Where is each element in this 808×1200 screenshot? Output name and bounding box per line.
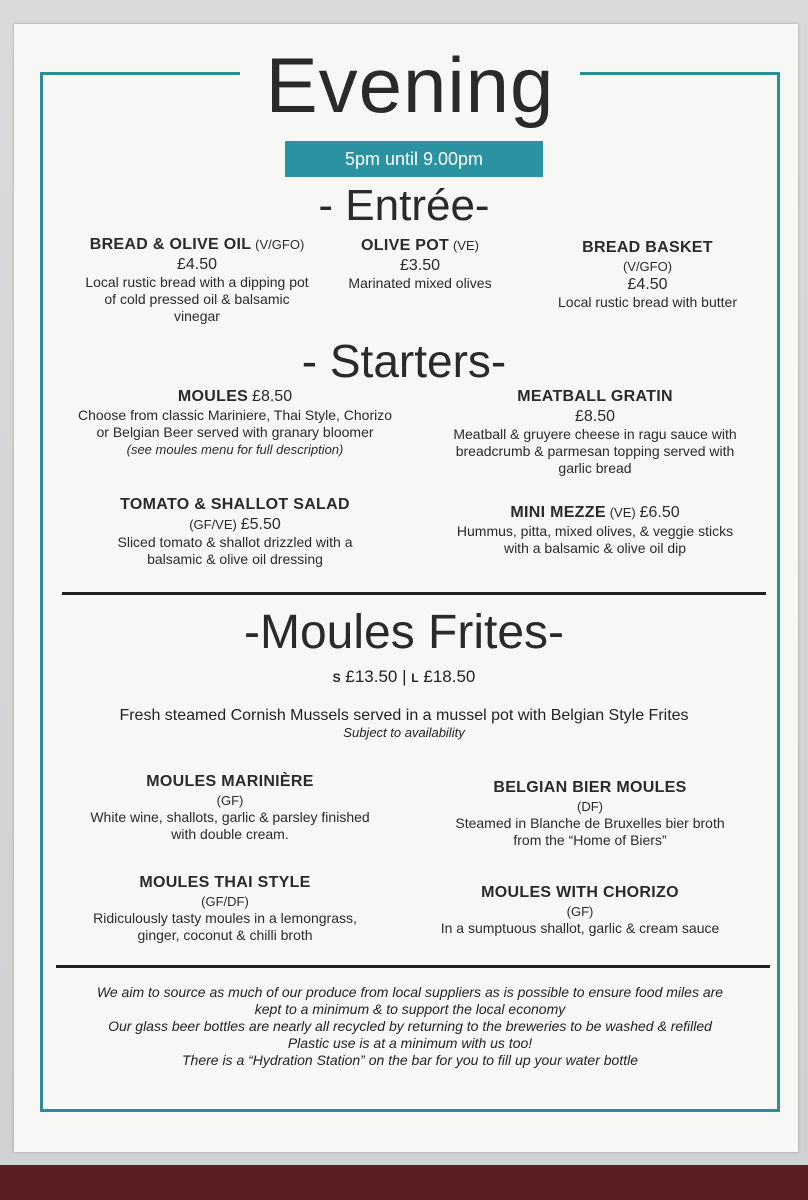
menu-item-bread-olive-oil — [62, 235, 332, 325]
moules-frites-availability: Subject to availability — [343, 725, 465, 740]
item-desc-line: from the “Home of Biers” — [513, 832, 667, 848]
footer-line: Plastic use is at a minimum with us too! — [287, 1035, 533, 1051]
menu-item-moules-thai-style — [70, 873, 380, 944]
item-price: £4.50 — [176, 256, 218, 273]
menu-item-meatball-gratin — [430, 387, 760, 477]
item-diet-tag: (GF/DF) — [201, 894, 249, 909]
price-separator: | — [402, 667, 407, 686]
footer-divider — [56, 965, 770, 968]
item-desc-line: Marinated mixed olives — [348, 275, 492, 291]
moules-frites-prices — [0, 667, 808, 687]
moules-frites-heading: -Moules Frites- — [243, 606, 565, 659]
item-desc-line: with double cream. — [171, 826, 289, 842]
item-price: £4.50 — [627, 276, 668, 293]
item-desc-line: Ridiculously tasty moules in a lemongrass, — [93, 910, 357, 926]
service-hours-banner: 5pm until 9.00pm — [285, 141, 543, 177]
footer-line: Our glass beer bottles are nearly all recycled by returning to the breweries to be washed & refilled — [108, 1018, 712, 1034]
item-desc-line: Local rustic bread with butter — [558, 294, 737, 310]
menu-item-olive-pot — [330, 236, 510, 292]
menu-item-moules-mariniere — [70, 772, 390, 843]
item-diet-tag: (DF) — [577, 799, 603, 814]
price-large: £18.50 — [423, 667, 476, 686]
item-name: MOULES — [177, 388, 249, 405]
price-small: £13.50 — [345, 667, 398, 686]
item-diet-tag: (VE) — [452, 238, 479, 253]
item-desc-line: In a sumptuous shallot, garlic & cream sauce — [440, 920, 720, 936]
menu-item-tomato-shallot-salad — [80, 495, 390, 568]
entree-heading: - Entrée- — [318, 181, 490, 230]
item-desc-line: breadcrumb & parmesan topping served with — [455, 443, 735, 459]
item-desc-line: Sliced tomato & shallot drizzled with a — [117, 534, 353, 550]
item-name: MOULES THAI STYLE — [139, 874, 311, 891]
item-name: BREAD BASKET — [582, 239, 713, 256]
size-large-label: L — [411, 671, 419, 685]
item-desc-line: Hummus, pitta, mixed olives, & veggie sticks — [456, 523, 734, 539]
footer-line: kept to a minimum & to support the local economy — [254, 1001, 566, 1017]
item-diet-tag: (VE) — [609, 505, 636, 520]
starters-heading: - Starters- — [301, 335, 507, 387]
item-desc-line: Meatball & gruyere cheese in ragu sauce with — [453, 426, 737, 442]
menu-item-mini-mezze — [430, 503, 760, 557]
menu-item-moules-starter — [60, 387, 410, 458]
item-price: £6.50 — [639, 504, 680, 521]
item-diet-tag: (V/GFO) — [622, 259, 673, 274]
item-desc-line: ginger, coconut & chilli broth — [137, 927, 313, 943]
item-desc-line: of cold pressed oil & balsamic — [104, 291, 290, 307]
sustainability-note — [60, 984, 760, 1069]
item-diet-tag: (V/GFO) — [255, 237, 305, 252]
menu-item-belgian-bier-moules — [430, 778, 750, 849]
item-diet-tag: (GF) — [566, 904, 594, 919]
item-desc-line: Local rustic bread with a dipping pot — [85, 274, 309, 290]
item-name: MOULES MARINIÈRE — [146, 773, 314, 790]
section-divider — [62, 592, 766, 595]
item-desc-line: with a balsamic & olive oil dip — [503, 540, 687, 556]
item-price: £5.50 — [240, 516, 281, 533]
item-name: MINI MEZZE — [510, 504, 606, 521]
item-name: OLIVE POT — [361, 237, 450, 254]
item-note: (see moules menu for full description) — [126, 442, 344, 457]
item-name: BREAD & OLIVE OIL — [89, 236, 252, 253]
item-desc-line: balsamic & olive oil dressing — [147, 551, 323, 567]
menu-title: Evening — [240, 40, 580, 130]
footer-line: There is a “Hydration Station” on the bar for you to fill up your water bottle — [181, 1052, 638, 1068]
item-price: £8.50 — [574, 408, 616, 425]
size-small-label: S — [332, 671, 341, 685]
item-name: TOMATO & SHALLOT SALAD — [120, 496, 350, 513]
item-name: MEATBALL GRATIN — [517, 388, 673, 405]
footer-line: We aim to source as much of our produce from local suppliers as is possible to ensure food miles are — [96, 984, 724, 1000]
item-price: £8.50 — [252, 388, 293, 405]
item-desc-line: Choose from classic Mariniere, Thai Style, Chorizo — [77, 407, 393, 423]
item-diet-tag: (GF/VE) — [189, 517, 237, 532]
moules-frites-description: Fresh steamed Cornish Mussels served in a mussel pot with Belgian Style Frites — [119, 707, 689, 724]
item-name: MOULES WITH CHORIZO — [481, 884, 679, 901]
item-desc-line: vinegar — [174, 308, 220, 324]
item-diet-tag: (GF) — [216, 793, 244, 808]
item-price: £3.50 — [399, 257, 441, 274]
menu-item-moules-with-chorizo — [420, 883, 740, 937]
item-desc-line: garlic bread — [558, 460, 632, 476]
item-desc-line: White wine, shallots, garlic & parsley finished — [90, 809, 370, 825]
menu-item-bread-basket — [540, 238, 755, 311]
item-name: BELGIAN BIER MOULES — [493, 779, 687, 796]
item-desc-line: Steamed in Blanche de Bruxelles bier broth — [455, 815, 725, 831]
item-desc-line: or Belgian Beer served with granary bloomer — [96, 424, 374, 440]
